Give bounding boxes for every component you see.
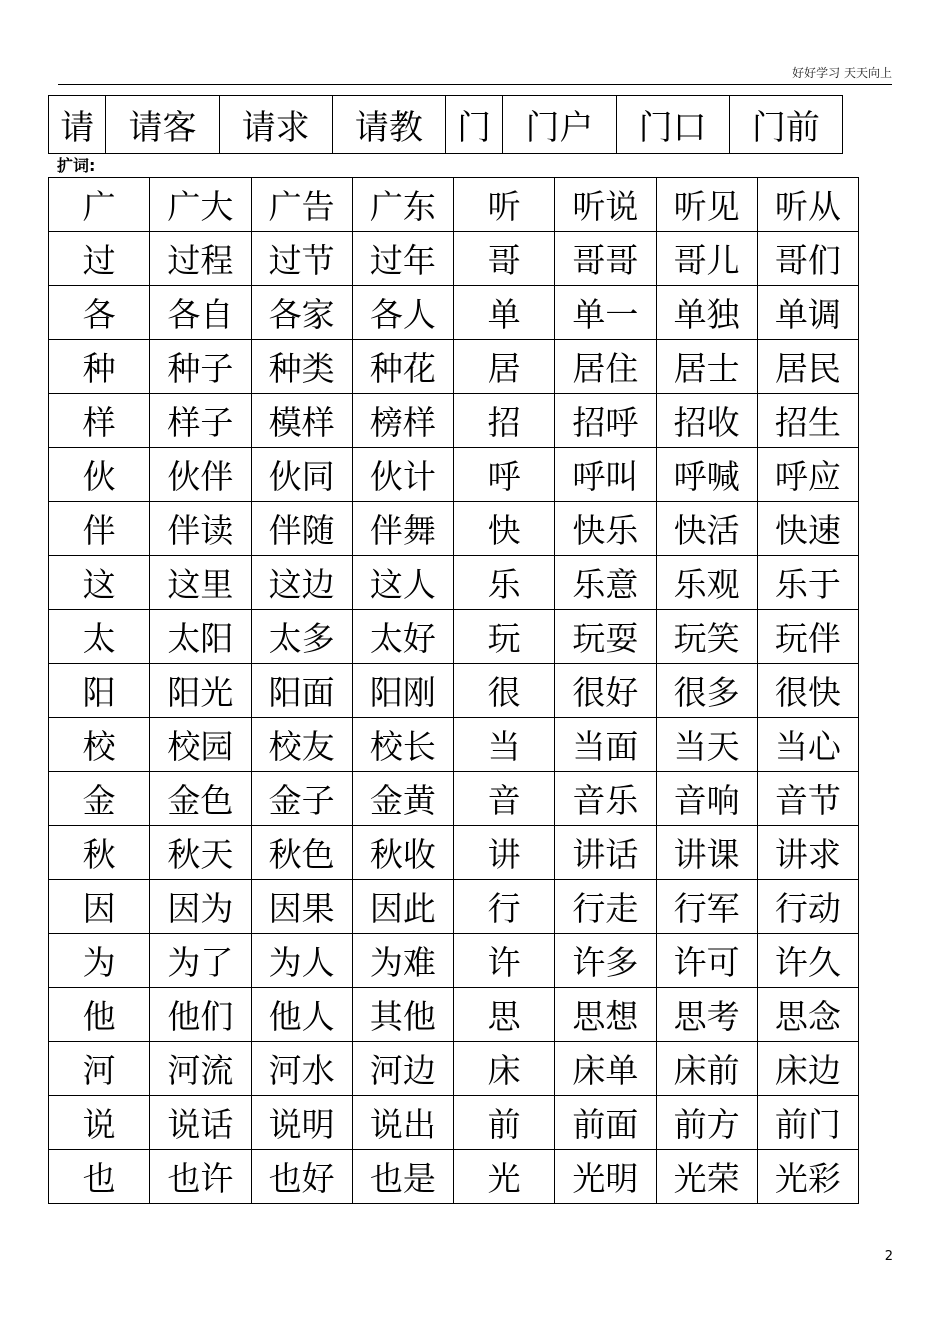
word-cell: 单一 — [555, 286, 656, 340]
word-cell: 为了 — [150, 934, 251, 988]
section-label: 扩词: — [57, 156, 96, 175]
word-cell: 哥们 — [757, 232, 858, 286]
table-row — [49, 880, 859, 934]
word-cell: 伙 — [49, 448, 150, 502]
word-cell: 居民 — [757, 340, 858, 394]
word-cell: 请求 — [219, 96, 332, 154]
word-cell: 过程 — [150, 232, 251, 286]
word-cell: 门前 — [729, 96, 842, 154]
word-cell: 讲 — [454, 826, 555, 880]
word-cell: 很 — [454, 664, 555, 718]
word-cell: 河水 — [251, 1042, 352, 1096]
word-cell: 乐于 — [757, 556, 858, 610]
word-cell: 样子 — [150, 394, 251, 448]
table-row — [49, 1150, 859, 1204]
word-cell: 呼 — [454, 448, 555, 502]
word-cell: 单独 — [656, 286, 757, 340]
word-cell: 太多 — [251, 610, 352, 664]
word-cell: 居士 — [656, 340, 757, 394]
word-cell: 门 — [445, 96, 502, 154]
word-cell: 行动 — [757, 880, 858, 934]
word-cell: 说明 — [251, 1096, 352, 1150]
word-cell: 单 — [454, 286, 555, 340]
word-cell: 听从 — [757, 178, 858, 232]
word-cell: 太阳 — [150, 610, 251, 664]
table-row — [49, 286, 859, 340]
word-cell: 哥儿 — [656, 232, 757, 286]
word-cell: 单调 — [757, 286, 858, 340]
word-cell: 很快 — [757, 664, 858, 718]
word-cell: 校长 — [352, 718, 453, 772]
word-cell: 前门 — [757, 1096, 858, 1150]
word-cell: 当面 — [555, 718, 656, 772]
word-cell: 伙伴 — [150, 448, 251, 502]
word-cell: 伙计 — [352, 448, 453, 502]
word-cell: 玩伴 — [757, 610, 858, 664]
word-cell: 说 — [49, 1096, 150, 1150]
word-cell: 床边 — [757, 1042, 858, 1096]
table-row — [49, 502, 859, 556]
word-cell: 很好 — [555, 664, 656, 718]
table-row — [49, 988, 859, 1042]
word-cell: 也许 — [150, 1150, 251, 1204]
word-cell: 居 — [454, 340, 555, 394]
word-cell: 秋天 — [150, 826, 251, 880]
word-cell: 伴随 — [251, 502, 352, 556]
word-cell: 快 — [454, 502, 555, 556]
word-cell: 这边 — [251, 556, 352, 610]
word-cell: 讲话 — [555, 826, 656, 880]
word-cell: 门口 — [616, 96, 729, 154]
word-cell: 前 — [454, 1096, 555, 1150]
word-cell: 阳 — [49, 664, 150, 718]
table-row — [49, 610, 859, 664]
word-cell: 阳面 — [251, 664, 352, 718]
word-cell: 前面 — [555, 1096, 656, 1150]
word-cell: 阳光 — [150, 664, 251, 718]
table-row — [49, 178, 859, 232]
word-cell: 伙同 — [251, 448, 352, 502]
word-cell: 招收 — [656, 394, 757, 448]
word-cell: 光彩 — [757, 1150, 858, 1204]
word-cell: 行走 — [555, 880, 656, 934]
word-cell: 榜样 — [352, 394, 453, 448]
word-cell: 校友 — [251, 718, 352, 772]
word-cell: 行军 — [656, 880, 757, 934]
word-cell: 乐 — [454, 556, 555, 610]
word-cell: 当 — [454, 718, 555, 772]
word-cell: 当心 — [757, 718, 858, 772]
word-cell: 快活 — [656, 502, 757, 556]
word-cell: 各人 — [352, 286, 453, 340]
word-cell: 说出 — [352, 1096, 453, 1150]
word-cell: 金色 — [150, 772, 251, 826]
word-cell: 床前 — [656, 1042, 757, 1096]
word-cell: 秋 — [49, 826, 150, 880]
word-cell: 他 — [49, 988, 150, 1042]
word-cell: 校园 — [150, 718, 251, 772]
word-cell: 过年 — [352, 232, 453, 286]
word-cell: 为 — [49, 934, 150, 988]
word-cell: 各家 — [251, 286, 352, 340]
page-number: 2 — [884, 1249, 893, 1264]
word-cell: 讲求 — [757, 826, 858, 880]
word-cell: 校 — [49, 718, 150, 772]
word-cell: 样 — [49, 394, 150, 448]
word-cell: 当天 — [656, 718, 757, 772]
table-row — [49, 1096, 859, 1150]
word-cell: 金 — [49, 772, 150, 826]
word-cell: 也是 — [352, 1150, 453, 1204]
word-cell: 思想 — [555, 988, 656, 1042]
word-cell: 乐意 — [555, 556, 656, 610]
word-cell: 模样 — [251, 394, 352, 448]
word-cell: 太 — [49, 610, 150, 664]
word-cell: 广 — [49, 178, 150, 232]
word-cell: 说话 — [150, 1096, 251, 1150]
word-cell: 因此 — [352, 880, 453, 934]
word-cell: 其他 — [352, 988, 453, 1042]
word-cell: 河流 — [150, 1042, 251, 1096]
word-cell: 因 — [49, 880, 150, 934]
table-row — [49, 1042, 859, 1096]
word-cell: 因果 — [251, 880, 352, 934]
word-cell: 门户 — [503, 96, 616, 154]
table-row — [49, 340, 859, 394]
word-cell: 这人 — [352, 556, 453, 610]
word-cell: 招 — [454, 394, 555, 448]
word-cell: 呼叫 — [555, 448, 656, 502]
word-cell: 听见 — [656, 178, 757, 232]
word-cell: 玩 — [454, 610, 555, 664]
word-cell: 床 — [454, 1042, 555, 1096]
word-cell: 金子 — [251, 772, 352, 826]
word-cell: 过节 — [251, 232, 352, 286]
word-cell: 也 — [49, 1150, 150, 1204]
word-cell: 他人 — [251, 988, 352, 1042]
table-row — [49, 556, 859, 610]
table-row — [49, 232, 859, 286]
word-cell: 玩耍 — [555, 610, 656, 664]
word-cell: 音乐 — [555, 772, 656, 826]
word-cell: 思念 — [757, 988, 858, 1042]
word-cell: 前方 — [656, 1096, 757, 1150]
word-cell: 许 — [454, 934, 555, 988]
word-cell: 请 — [49, 96, 106, 154]
word-expansion-table — [48, 177, 859, 1204]
word-cell: 招呼 — [555, 394, 656, 448]
word-cell: 音响 — [656, 772, 757, 826]
word-cell: 这 — [49, 556, 150, 610]
word-cell: 过 — [49, 232, 150, 286]
word-cell: 伴舞 — [352, 502, 453, 556]
table-row — [49, 772, 859, 826]
top-word-table — [48, 95, 843, 154]
table-row — [49, 394, 859, 448]
word-cell: 阳刚 — [352, 664, 453, 718]
word-cell: 也好 — [251, 1150, 352, 1204]
word-cell: 居住 — [555, 340, 656, 394]
table-row — [49, 664, 859, 718]
word-cell: 为人 — [251, 934, 352, 988]
word-cell: 太好 — [352, 610, 453, 664]
word-cell: 乐观 — [656, 556, 757, 610]
table-row — [49, 934, 859, 988]
word-cell: 他们 — [150, 988, 251, 1042]
word-cell: 种类 — [251, 340, 352, 394]
word-cell: 河 — [49, 1042, 150, 1096]
word-cell: 河边 — [352, 1042, 453, 1096]
table-row — [49, 448, 859, 502]
word-cell: 床单 — [555, 1042, 656, 1096]
word-cell: 快乐 — [555, 502, 656, 556]
word-cell: 各自 — [150, 286, 251, 340]
word-cell: 为难 — [352, 934, 453, 988]
word-cell: 伴读 — [150, 502, 251, 556]
word-cell: 秋色 — [251, 826, 352, 880]
word-cell: 许多 — [555, 934, 656, 988]
word-cell: 快速 — [757, 502, 858, 556]
word-cell: 思 — [454, 988, 555, 1042]
word-cell: 广东 — [352, 178, 453, 232]
word-cell: 哥哥 — [555, 232, 656, 286]
word-cell: 呼喊 — [656, 448, 757, 502]
word-cell: 这里 — [150, 556, 251, 610]
word-cell: 请教 — [332, 96, 445, 154]
word-cell: 伴 — [49, 502, 150, 556]
word-cell: 各 — [49, 286, 150, 340]
word-cell: 讲课 — [656, 826, 757, 880]
word-cell: 光荣 — [656, 1150, 757, 1204]
word-cell: 音 — [454, 772, 555, 826]
word-cell: 玩笑 — [656, 610, 757, 664]
page-header-text: 好好学习 天天向上 — [792, 66, 892, 80]
word-cell: 许可 — [656, 934, 757, 988]
word-cell: 请客 — [106, 96, 219, 154]
word-cell: 行 — [454, 880, 555, 934]
word-cell: 很多 — [656, 664, 757, 718]
word-cell: 金黄 — [352, 772, 453, 826]
word-cell: 哥 — [454, 232, 555, 286]
top-word-row — [49, 96, 843, 154]
word-cell: 种花 — [352, 340, 453, 394]
word-cell: 秋收 — [352, 826, 453, 880]
word-cell: 音节 — [757, 772, 858, 826]
word-cell: 光 — [454, 1150, 555, 1204]
table-row — [49, 826, 859, 880]
word-cell: 招生 — [757, 394, 858, 448]
word-cell: 光明 — [555, 1150, 656, 1204]
word-cell: 听 — [454, 178, 555, 232]
word-cell: 听说 — [555, 178, 656, 232]
word-cell: 广告 — [251, 178, 352, 232]
word-cell: 广大 — [150, 178, 251, 232]
word-cell: 因为 — [150, 880, 251, 934]
word-cell: 许久 — [757, 934, 858, 988]
header-rule — [58, 84, 892, 85]
word-cell: 种子 — [150, 340, 251, 394]
table-row — [49, 718, 859, 772]
word-cell: 呼应 — [757, 448, 858, 502]
word-cell: 思考 — [656, 988, 757, 1042]
word-cell: 种 — [49, 340, 150, 394]
